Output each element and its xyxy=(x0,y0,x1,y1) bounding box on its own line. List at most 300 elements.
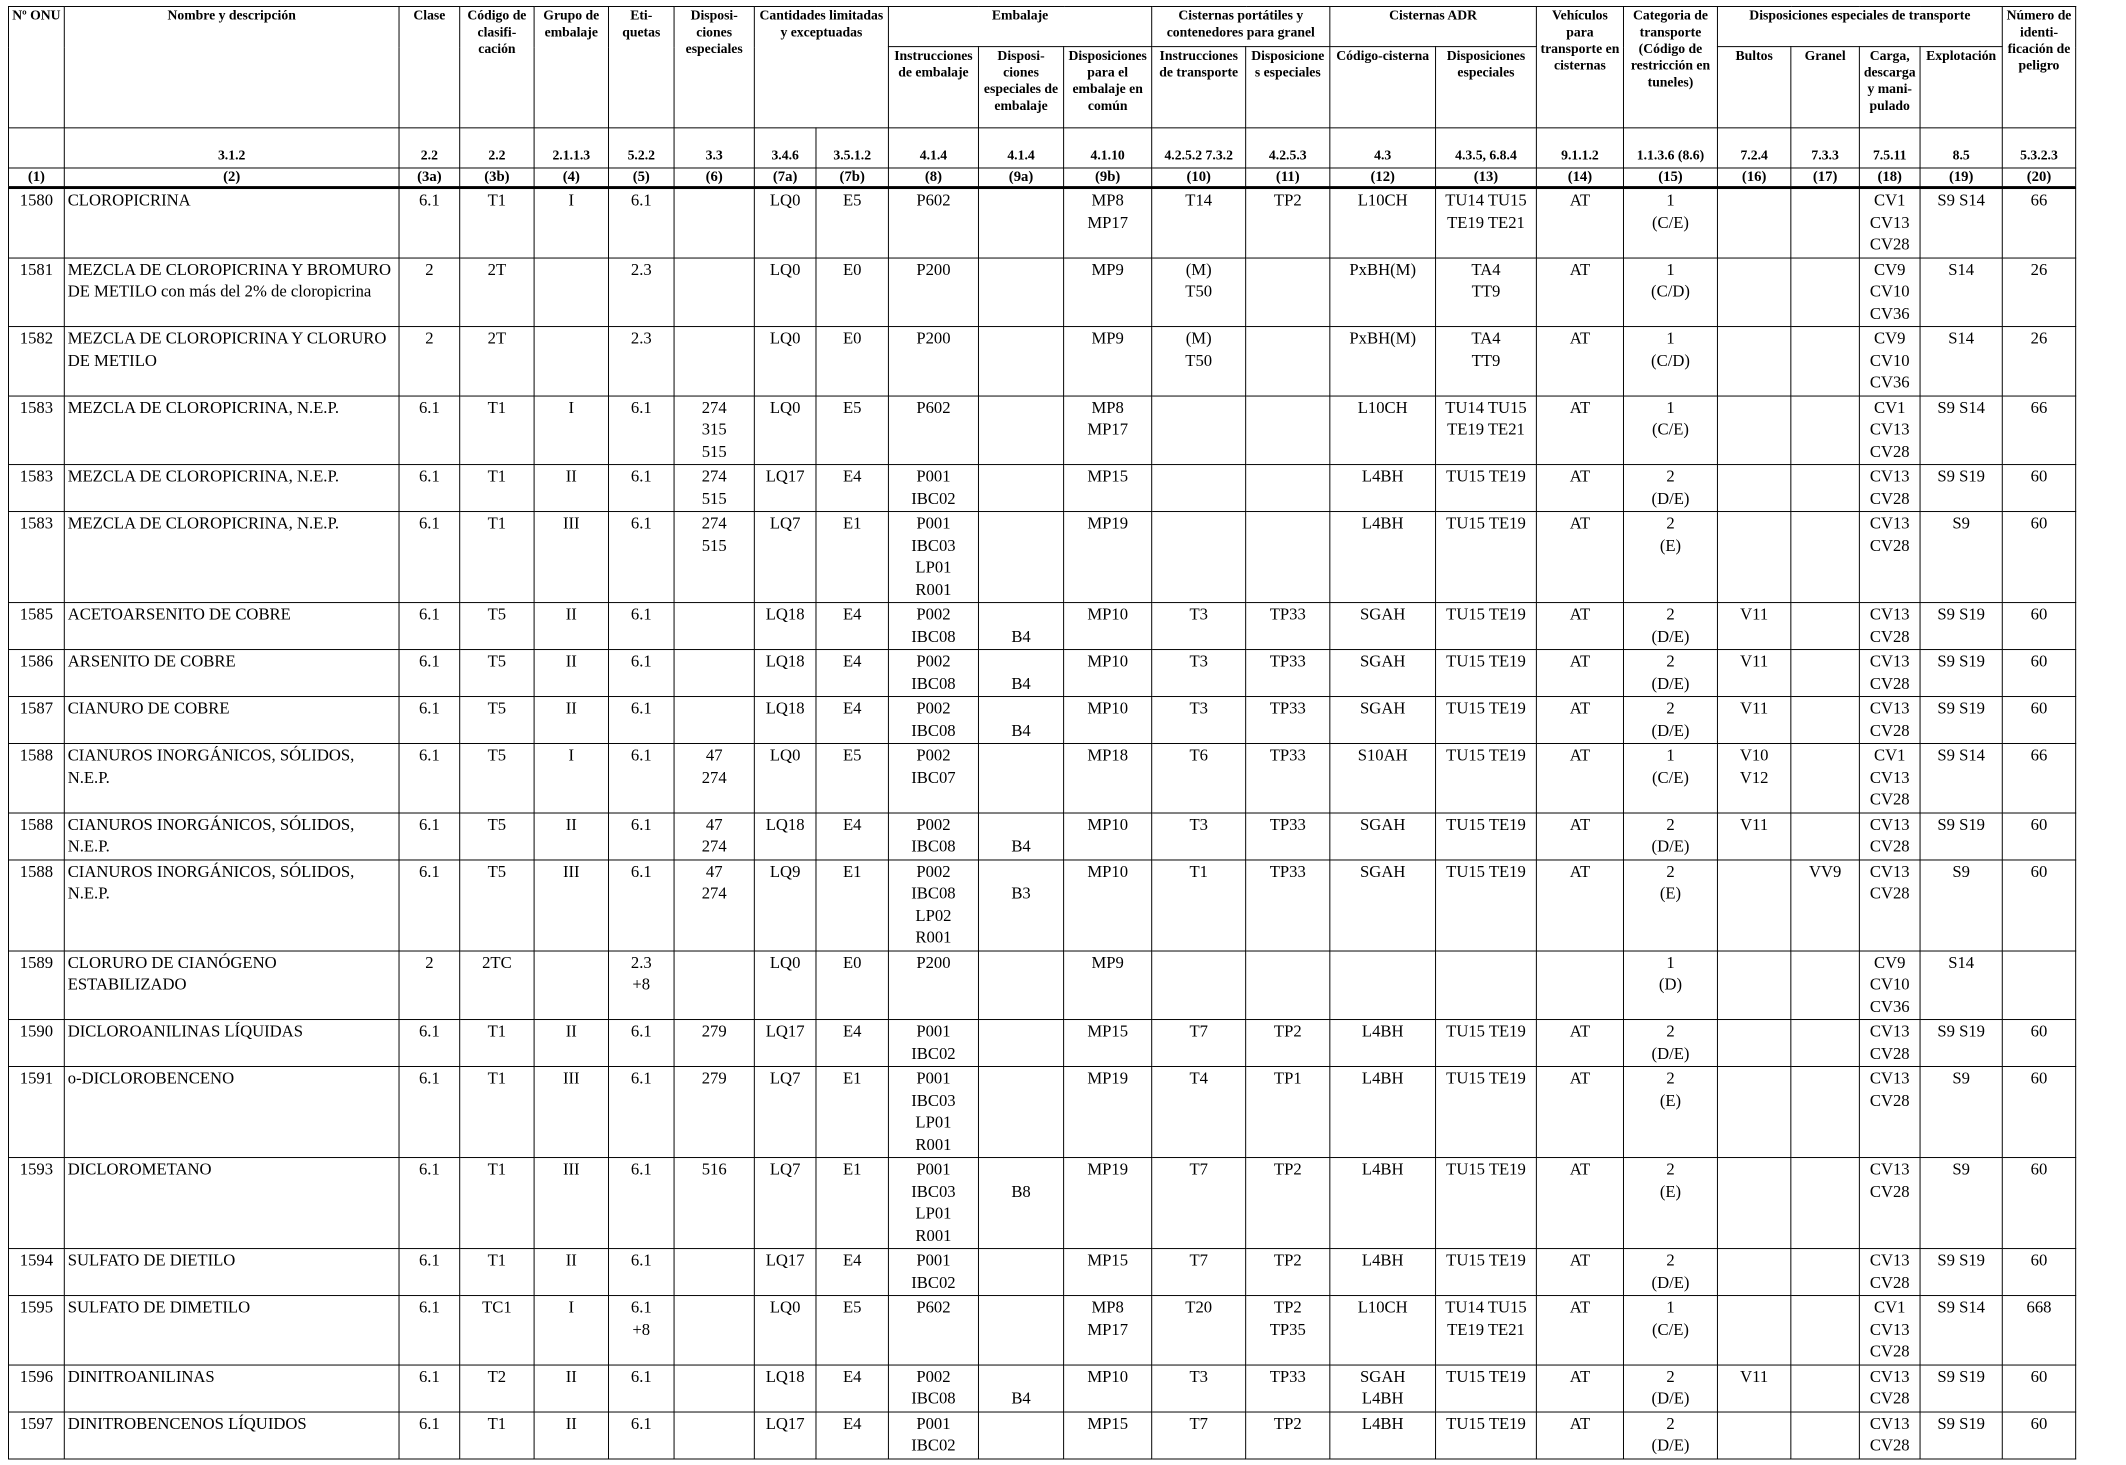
cell-cantidad-limitada xyxy=(754,327,816,396)
cell-line: 60 xyxy=(2030,651,2048,671)
cell-disp-especiales-cisternas xyxy=(1246,396,1330,465)
cell-codigo-clasificacion xyxy=(460,1158,534,1249)
cell-line: AT xyxy=(1569,814,1591,834)
cell-numero-peligro xyxy=(2002,327,2075,396)
cell-line: L4BH xyxy=(1361,1251,1404,1270)
cell-line: 6.1 xyxy=(418,1159,440,1179)
cell-disp-especiales-adr xyxy=(1436,650,1537,697)
cell-line: (C/E) xyxy=(1651,213,1689,232)
cell-disp-embalaje-comun xyxy=(1064,1020,1152,1067)
cell-instrucciones-embalaje xyxy=(888,697,978,744)
cell-granel xyxy=(1791,1365,1860,1412)
cell-line: LP01 xyxy=(915,558,952,577)
cell-explotacion xyxy=(1920,1412,2002,1459)
section-ref-cell: 7.3.3 xyxy=(1791,128,1860,168)
cell-codigo-cisterna xyxy=(1330,813,1436,860)
cell-line: PxBH(M) xyxy=(1349,259,1416,279)
cell-disposiciones-especiales xyxy=(674,951,754,1020)
table-row xyxy=(8,650,2075,697)
cell-line: S14 xyxy=(1948,952,1975,972)
cell-disp-especiales-embalaje xyxy=(978,512,1063,603)
cell-categoria-transporte xyxy=(1623,603,1717,650)
cell-nombre: CIANUROS INORGÁNICOS, SÓLIDOS, N.E.P. xyxy=(64,744,399,813)
cell-disp-especiales-adr xyxy=(1436,603,1537,650)
cell-line: CV28 xyxy=(1869,1342,1910,1361)
cell-line: MP10 xyxy=(1087,698,1129,718)
cell-disp-especiales-cisternas xyxy=(1246,951,1330,1020)
cell-line: (M) xyxy=(1185,259,1212,279)
cell-disp-especiales-adr xyxy=(1436,813,1537,860)
cell-line: 2 xyxy=(1666,605,1675,624)
cell-line: 1582 xyxy=(19,328,54,348)
cell-line: LQ7 xyxy=(769,513,801,533)
cell-cantidad-limitada xyxy=(754,1365,816,1412)
cell-line: P602 xyxy=(916,1297,951,1317)
cell-etiquetas xyxy=(608,1020,674,1067)
cell-line: (C/D) xyxy=(1651,282,1690,301)
cell-codigo-cisterna xyxy=(1330,1412,1436,1459)
cell-line: 1594 xyxy=(19,1251,54,1270)
cell-codigo-clasificacion xyxy=(460,188,534,258)
cell-line: AT xyxy=(1569,328,1591,348)
cell-disposiciones-especiales xyxy=(674,650,754,697)
cell-line: 6.1 xyxy=(418,1251,440,1270)
cell-line: E1 xyxy=(842,861,862,881)
cell-disp-especiales-embalaje xyxy=(978,1365,1063,1412)
cell-instrucciones-embalaje xyxy=(888,813,978,860)
cell-line: 2 xyxy=(1666,1251,1675,1270)
cell-line: 2.3 xyxy=(630,328,652,348)
cell-cantidad-exceptuada xyxy=(816,396,888,465)
cell-line: TU14 TU15 xyxy=(1445,1297,1527,1317)
cell-line: V10 xyxy=(1739,745,1769,765)
cell-granel xyxy=(1791,697,1860,744)
cell-line: 6.1 xyxy=(630,1413,652,1433)
cell-codigo-clasificacion xyxy=(460,1020,534,1067)
cell-line: S9 S19 xyxy=(1937,1021,1985,1041)
cell-line: CV28 xyxy=(1869,442,1910,461)
cell-line: L4BH xyxy=(1361,1389,1404,1408)
cell-line: R001 xyxy=(915,1226,952,1245)
cell-explotacion xyxy=(1920,603,2002,650)
cell-line: TU15 TE19 xyxy=(1446,513,1526,533)
cell-onu xyxy=(8,650,64,697)
cell-instrucciones-embalaje xyxy=(888,396,978,465)
cell-disp-especiales-adr xyxy=(1436,859,1537,950)
cell-clase xyxy=(399,1296,460,1365)
cell-line: MP15 xyxy=(1087,1251,1129,1270)
cell-instrucciones-embalaje xyxy=(888,744,978,813)
cell-line: 1588 xyxy=(19,814,54,834)
cell-instrucciones-transporte xyxy=(1152,813,1246,860)
cell-disposiciones-especiales xyxy=(674,1412,754,1459)
cell-nombre: MEZCLA DE CLOROPICRINA, N.E.P. xyxy=(64,512,399,603)
cell-line: IBC08 xyxy=(911,674,956,693)
cell-carga xyxy=(1859,813,1920,860)
cell-carga xyxy=(1859,1365,1920,1412)
cell-explotacion xyxy=(1920,465,2002,512)
cell-line: CV13 xyxy=(1869,605,1910,624)
cell-line: P200 xyxy=(916,952,951,972)
cell-cantidad-limitada xyxy=(754,650,816,697)
section-ref-cell: 2.1.1.3 xyxy=(534,128,608,168)
cell-line: 66 xyxy=(2030,398,2048,417)
cell-vehiculos xyxy=(1536,1412,1623,1459)
cell-grupo-embalaje xyxy=(534,650,608,697)
cell-line: 66 xyxy=(2030,190,2048,210)
cell-categoria-transporte xyxy=(1623,697,1717,744)
cell-carga xyxy=(1859,650,1920,697)
cell-line: T14 xyxy=(1185,190,1213,210)
cell-line: 60 xyxy=(2030,513,2048,533)
cell-line: MP10 xyxy=(1087,1366,1129,1386)
cell-line: 6.1 xyxy=(418,745,440,765)
section-ref-cell: 2.2 xyxy=(460,128,534,168)
cell-line: 6.1 xyxy=(630,1251,652,1270)
cell-cantidad-exceptuada xyxy=(816,697,888,744)
cell-etiquetas xyxy=(608,465,674,512)
cell-clase xyxy=(399,188,460,258)
cell-line: L4BH xyxy=(1361,1413,1404,1433)
cell-numero-peligro xyxy=(2002,1158,2075,1249)
cell-line: CV36 xyxy=(1869,373,1910,392)
cell-vehiculos xyxy=(1536,650,1623,697)
cell-line: IBC02 xyxy=(911,1043,956,1063)
header-clase: Clase xyxy=(399,6,460,127)
cell-codigo-cisterna xyxy=(1330,744,1436,813)
column-number-cell: (18) xyxy=(1859,168,1920,188)
section-ref-cell: 4.2.5.2 7.3.2 xyxy=(1152,128,1246,168)
header-cisternas-adr: Cisternas ADR xyxy=(1330,6,1537,46)
cell-disp-especiales-adr xyxy=(1436,188,1537,258)
cell-disposiciones-especiales xyxy=(674,512,754,603)
cell-etiquetas xyxy=(608,697,674,744)
cell-line: S9 xyxy=(1952,513,1970,533)
header-disp-especiales-transporte: Disposiciones especiales de transporte xyxy=(1717,6,2002,46)
cell-etiquetas xyxy=(608,1412,674,1459)
cell-disposiciones-especiales xyxy=(674,1067,754,1158)
cell-granel xyxy=(1791,396,1860,465)
cell-line: LQ18 xyxy=(765,814,805,834)
cell-codigo-clasificacion xyxy=(460,1249,534,1296)
cell-line: T50 xyxy=(1185,351,1213,370)
cell-line xyxy=(982,604,1060,626)
cell-line: LQ0 xyxy=(769,952,801,972)
cell-disposiciones-especiales xyxy=(674,258,754,327)
cell-nombre: CIANUROS INORGÁNICOS, SÓLIDOS, N.E.P. xyxy=(64,813,399,860)
cell-line: AT xyxy=(1569,467,1591,486)
cell-vehiculos xyxy=(1536,258,1623,327)
cell-onu xyxy=(8,1412,64,1459)
cell-line xyxy=(982,1366,1060,1388)
cell-cantidad-exceptuada xyxy=(816,1412,888,1459)
cell-line: 2.3 xyxy=(630,259,652,279)
cell-vehiculos xyxy=(1536,697,1623,744)
cell-nombre: CIANUROS INORGÁNICOS, SÓLIDOS, N.E.P. xyxy=(64,859,399,950)
cell-line: S9 xyxy=(1952,861,1970,881)
cell-clase xyxy=(399,1020,460,1067)
cell-line: T5 xyxy=(487,651,507,671)
cell-granel xyxy=(1791,1158,1860,1249)
cell-disp-especiales-embalaje xyxy=(978,396,1063,465)
cell-line: T1 xyxy=(487,1159,507,1179)
cell-line: TP33 xyxy=(1269,698,1306,718)
cell-line: P001 xyxy=(916,467,951,486)
table-body xyxy=(8,188,2075,1459)
cell-line: (D/E) xyxy=(1651,674,1690,693)
cell-explotacion xyxy=(1920,396,2002,465)
cell-line: 274 xyxy=(701,513,727,533)
cell-line: E1 xyxy=(842,1159,862,1179)
cell-disp-embalaje-comun xyxy=(1064,813,1152,860)
cell-line: E4 xyxy=(842,814,862,834)
cell-line: E4 xyxy=(842,651,862,671)
cell-line: V12 xyxy=(1739,767,1769,787)
cell-line: T1 xyxy=(487,1413,507,1433)
cell-line: P200 xyxy=(916,328,951,348)
cell-cantidad-limitada xyxy=(754,1249,816,1296)
cell-line: 1587 xyxy=(19,698,54,718)
cell-instrucciones-transporte xyxy=(1152,258,1246,327)
cell-cantidad-limitada xyxy=(754,1296,816,1365)
section-ref-cell: 8.5 xyxy=(1920,128,2002,168)
column-number-cell: (13) xyxy=(1436,168,1537,188)
cell-line: 274 xyxy=(701,836,727,856)
cell-onu xyxy=(8,327,64,396)
cell-bultos xyxy=(1717,396,1790,465)
cell-line: LQ0 xyxy=(769,259,801,279)
cell-cantidad-exceptuada xyxy=(816,258,888,327)
cell-line: TP1 xyxy=(1273,1068,1302,1088)
cell-instrucciones-transporte xyxy=(1152,1158,1246,1249)
column-number-cell: (11) xyxy=(1246,168,1330,188)
cell-disposiciones-especiales xyxy=(674,1158,754,1249)
cell-clase xyxy=(399,951,460,1020)
cell-disposiciones-especiales xyxy=(674,813,754,860)
cell-line: CV13 xyxy=(1869,1366,1910,1386)
cell-line: AT xyxy=(1569,190,1591,210)
cell-line: T3 xyxy=(1189,1366,1208,1386)
cell-line: 1596 xyxy=(19,1366,54,1386)
column-number-cell: (3b) xyxy=(460,168,534,188)
cell-line: TP2 xyxy=(1273,1251,1302,1270)
cell-line: 2 xyxy=(1666,1413,1675,1433)
cell-disp-embalaje-comun xyxy=(1064,512,1152,603)
cell-line: T1 xyxy=(1189,861,1208,881)
table-row xyxy=(8,1296,2075,1365)
cell-clase xyxy=(399,650,460,697)
cell-grupo-embalaje xyxy=(534,465,608,512)
cell-line: LQ0 xyxy=(769,328,801,348)
cell-disp-especiales-embalaje xyxy=(978,1249,1063,1296)
cell-line: P001 xyxy=(916,1159,951,1179)
header-codigo-clasificacion: Código de clasifi-cación xyxy=(460,6,534,127)
cell-disposiciones-especiales xyxy=(674,188,754,258)
cell-nombre: CIANURO DE COBRE xyxy=(64,697,399,744)
cell-line: TP2 xyxy=(1273,1297,1302,1317)
section-ref-cell: 4.3.5, 6.8.4 xyxy=(1436,128,1537,168)
cell-codigo-clasificacion xyxy=(460,1412,534,1459)
cell-codigo-clasificacion xyxy=(460,859,534,950)
cell-line: 274 xyxy=(701,767,727,787)
cell-numero-peligro xyxy=(2002,258,2075,327)
cell-line: TA4 xyxy=(1471,328,1501,348)
cell-instrucciones-transporte xyxy=(1152,1365,1246,1412)
table-row xyxy=(8,1158,2075,1249)
cell-numero-peligro xyxy=(2002,1296,2075,1365)
cell-categoria-transporte xyxy=(1623,1249,1717,1296)
cell-codigo-cisterna xyxy=(1330,512,1436,603)
cell-disp-especiales-cisternas xyxy=(1246,512,1330,603)
cell-disposiciones-especiales xyxy=(674,327,754,396)
cell-line: S9 xyxy=(1952,1068,1970,1088)
header-disposiciones-especiales: Disposi-ciones especiales xyxy=(674,6,754,127)
cell-cantidad-limitada xyxy=(754,813,816,860)
section-ref-cell xyxy=(8,128,64,168)
cell-line: TU14 TU15 xyxy=(1445,398,1527,417)
cell-grupo-embalaje xyxy=(534,188,608,258)
table-row xyxy=(8,512,2075,603)
cell-nombre: o-DICLOROBENCENO xyxy=(64,1067,399,1158)
cell-numero-peligro xyxy=(2002,1412,2075,1459)
cell-nombre: MEZCLA DE CLOROPICRINA, N.E.P. xyxy=(64,396,399,465)
cell-line: P002 xyxy=(916,861,951,881)
column-number-cell: (14) xyxy=(1536,168,1623,188)
header-embalaje: Embalaje xyxy=(888,6,1151,46)
cell-line: CV28 xyxy=(1869,627,1910,646)
cell-line: LP01 xyxy=(915,1204,952,1223)
cell-line: P602 xyxy=(916,190,951,210)
cell-line: LQ18 xyxy=(765,698,805,718)
cell-line: (D/E) xyxy=(1651,627,1690,646)
cell-clase xyxy=(399,813,460,860)
cell-vehiculos xyxy=(1536,1158,1623,1249)
cell-categoria-transporte xyxy=(1623,465,1717,512)
cell-codigo-cisterna xyxy=(1330,327,1436,396)
cell-disp-especiales-embalaje xyxy=(978,465,1063,512)
cell-line: TU15 TE19 xyxy=(1446,651,1526,671)
cell-codigo-cisterna xyxy=(1330,951,1436,1020)
cell-line: IBC03 xyxy=(911,536,956,555)
cell-line: 60 xyxy=(2030,1251,2048,1270)
section-ref-cell: 4.2.5.3 xyxy=(1246,128,1330,168)
cell-vehiculos xyxy=(1536,188,1623,258)
cell-cantidad-limitada xyxy=(754,396,816,465)
cell-disp-especiales-adr xyxy=(1436,1365,1537,1412)
cell-line: I xyxy=(568,745,575,765)
cell-line: E1 xyxy=(842,1068,862,1088)
cell-line: CV9 xyxy=(1873,328,1906,348)
cell-line: S9 S19 xyxy=(1937,651,1985,671)
cell-onu xyxy=(8,813,64,860)
cell-line: 6.1 xyxy=(630,861,652,881)
cell-cantidad-exceptuada xyxy=(816,1249,888,1296)
cell-cantidad-limitada xyxy=(754,512,816,603)
cell-grupo-embalaje xyxy=(534,1249,608,1296)
section-ref-cell: 5.2.2 xyxy=(608,128,674,168)
cell-disp-embalaje-comun xyxy=(1064,1158,1152,1249)
cell-disp-especiales-adr xyxy=(1436,512,1537,603)
cell-granel xyxy=(1791,258,1860,327)
cell-codigo-clasificacion xyxy=(460,603,534,650)
cell-line: II xyxy=(565,467,577,486)
cell-line: T1 xyxy=(487,513,507,533)
cell-codigo-clasificacion xyxy=(460,1067,534,1158)
cell-nombre: DICLOROMETANO xyxy=(64,1158,399,1249)
cell-granel xyxy=(1791,327,1860,396)
cell-line: S9 S19 xyxy=(1937,467,1985,486)
cell-line: 1595 xyxy=(19,1297,54,1317)
cell-line: 2 xyxy=(1666,651,1675,671)
table-row xyxy=(8,603,2075,650)
cell-line: TA4 xyxy=(1471,259,1501,279)
cell-disp-especiales-cisternas xyxy=(1246,603,1330,650)
cell-line: MP9 xyxy=(1091,259,1124,279)
cell-line: IBC02 xyxy=(911,489,956,508)
cell-line: TU15 TE19 xyxy=(1446,698,1526,718)
cell-line: T5 xyxy=(487,861,507,881)
cell-line: CV13 xyxy=(1869,814,1910,834)
cell-line: CV13 xyxy=(1869,467,1910,486)
cell-line: 1 xyxy=(1666,1297,1675,1317)
cell-nombre: DICLOROANILINAS LÍQUIDAS xyxy=(64,1020,399,1067)
cell-line: MP18 xyxy=(1087,745,1129,765)
cell-disp-especiales-cisternas xyxy=(1246,258,1330,327)
cell-disp-embalaje-comun xyxy=(1064,603,1152,650)
cell-instrucciones-transporte xyxy=(1152,512,1246,603)
cell-vehiculos xyxy=(1536,1020,1623,1067)
cell-line: IBC07 xyxy=(911,767,956,787)
cell-instrucciones-embalaje xyxy=(888,465,978,512)
cell-line: S9 S19 xyxy=(1937,1413,1985,1433)
header-cisternas-portatiles: Cisternas portátiles y contenedores para granel xyxy=(1152,6,1330,46)
cell-clase xyxy=(399,396,460,465)
cell-line: II xyxy=(565,651,577,671)
cell-line: R001 xyxy=(915,580,952,599)
section-ref-cell: 4.1.4 xyxy=(978,128,1063,168)
cell-instrucciones-transporte xyxy=(1152,650,1246,697)
cell-line: (E) xyxy=(1659,1182,1682,1201)
cell-instrucciones-transporte xyxy=(1152,697,1246,744)
cell-instrucciones-transporte xyxy=(1152,1249,1246,1296)
cell-line: PxBH(M) xyxy=(1349,328,1416,348)
cell-line: 60 xyxy=(2030,861,2048,881)
cell-bultos xyxy=(1717,1412,1790,1459)
cell-line: 6.1 xyxy=(630,398,652,417)
cell-bultos xyxy=(1717,1020,1790,1067)
cell-line: L10CH xyxy=(1357,1297,1408,1317)
cell-numero-peligro xyxy=(2002,188,2075,258)
cell-line: P002 xyxy=(916,605,951,624)
cell-onu xyxy=(8,859,64,950)
table-row xyxy=(8,697,2075,744)
cell-nombre: SULFATO DE DIETILO xyxy=(64,1249,399,1296)
cell-line: TU15 TE19 xyxy=(1446,861,1526,881)
cell-line: TE19 TE21 xyxy=(1447,1320,1525,1339)
cell-instrucciones-embalaje xyxy=(888,1067,978,1158)
cell-line: 6.1 xyxy=(418,1021,440,1041)
cell-cantidad-exceptuada xyxy=(816,951,888,1020)
cell-categoria-transporte xyxy=(1623,258,1717,327)
cell-bultos xyxy=(1717,512,1790,603)
cell-explotacion xyxy=(1920,1249,2002,1296)
cell-bultos xyxy=(1717,188,1790,258)
cell-line: +8 xyxy=(632,1320,651,1339)
cell-line: L4BH xyxy=(1361,1159,1404,1179)
cell-line: 60 xyxy=(2030,1021,2048,1041)
cell-etiquetas xyxy=(608,1158,674,1249)
cell-categoria-transporte xyxy=(1623,1067,1717,1158)
